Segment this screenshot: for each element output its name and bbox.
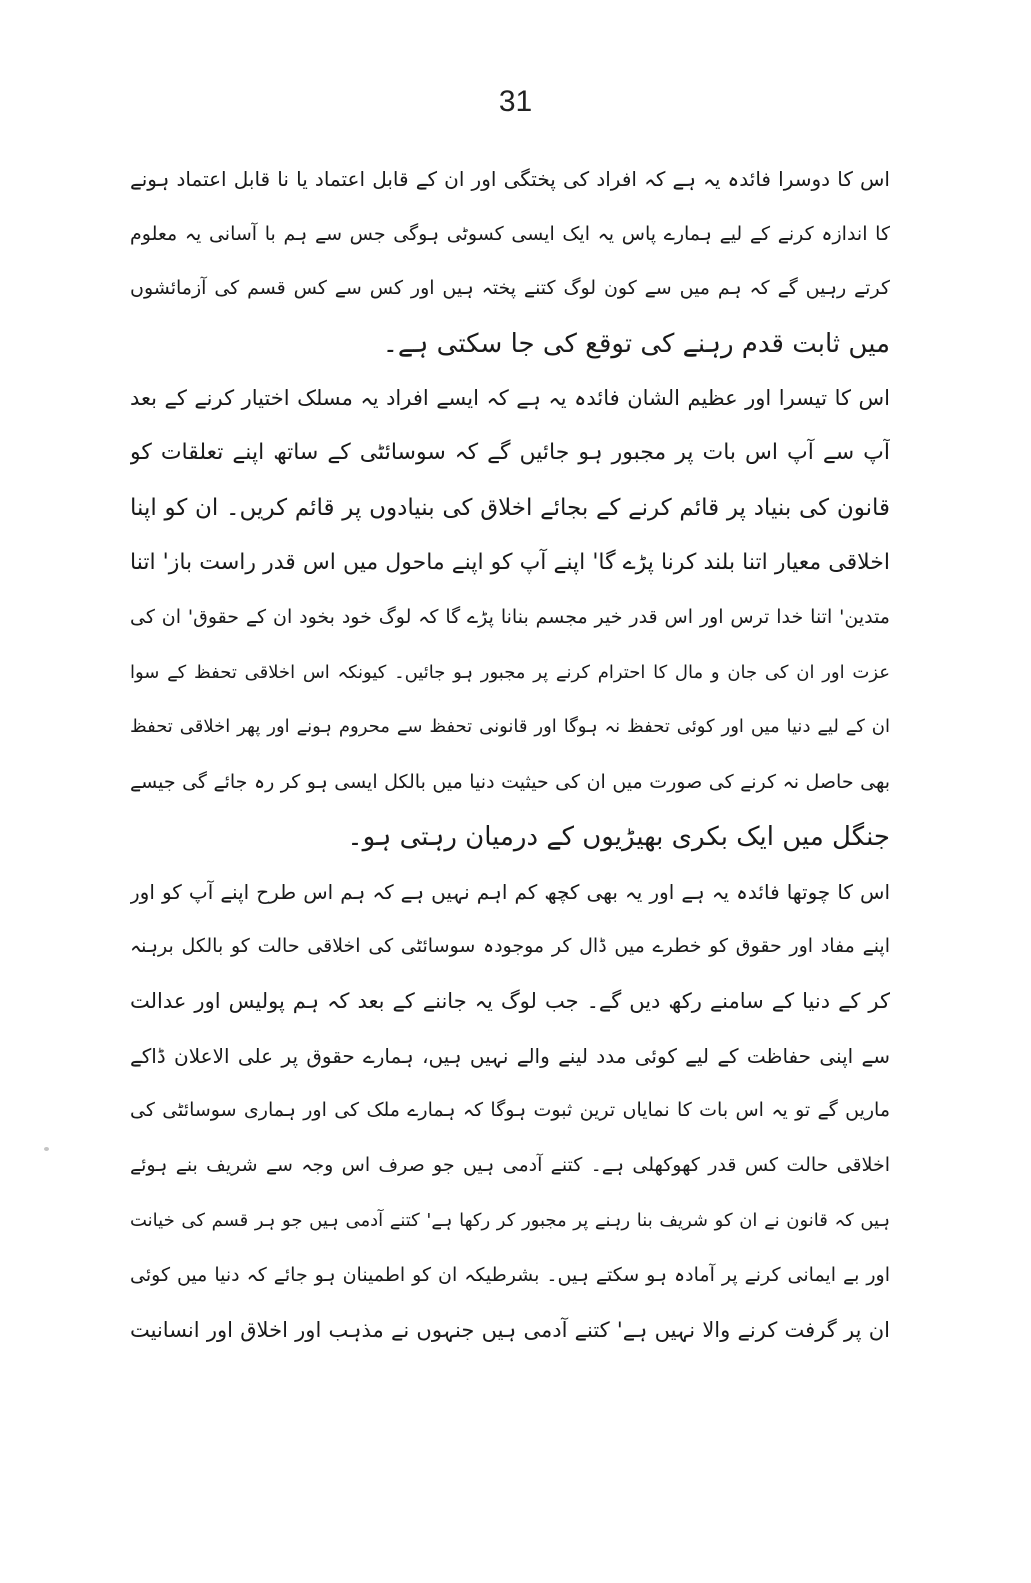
text-line-15: اپنے مفاد اور حقوق کو خطرے میں ڈال کر موجودہ سوسائٹی کی اخلاقی حالت کو بالکل برہنہ xyxy=(130,935,890,958)
text-line-9: متدین' اتنا خدا ترس اور اس قدر خیر مجسم بنانا پڑے گا کہ لوگ خود بخود ان کے حقوق' ان کی xyxy=(130,606,890,629)
scan-speck xyxy=(44,1147,49,1151)
text-line-10: عزت اور ان کی جان و مال کا احترام کرنے پر مجبور ہو جائیں۔ کیونکہ اس اخلاقی تحفظ کے سوا xyxy=(130,661,890,683)
text-line-2: کا اندازہ کرنے کے لیے ہمارے پاس یہ ایک ایسی کسوٹی ہوگی جس سے ہم با آسانی یہ معلوم xyxy=(130,222,890,245)
text-line-11: ان کے لیے دنیا میں اور کوئی تحفظ نہ ہوگا اور قانونی تحفظ سے محروم ہونے اور پھر اخلاقی تحفظ xyxy=(130,716,890,738)
text-line-16: کر کے دنیا کے سامنے رکھ دیں گے۔ جب لوگ یہ جاننے کے بعد کہ ہم پولیس اور عدالت xyxy=(130,988,890,1013)
body-text xyxy=(130,152,890,1358)
text-line-3: کرتے رہیں گے کہ ہم میں سے کون لوگ کتنے پختہ ہیں اور کس سے کس قسم کی آزمائشوں xyxy=(130,277,890,300)
text-line-8: اخلاقی معیار اتنا بلند کرنا پڑے گا' اپنے آپ کو اپنے ماحول میں اس قدر راست باز' اتنا xyxy=(130,549,890,575)
text-line-5: اس کا تیسرا اور عظیم الشان فائدہ یہ ہے کہ ایسے افراد یہ مسلک اختیار کرنے کے بعد xyxy=(130,386,890,411)
page-number: 31 xyxy=(498,85,533,118)
text-line-20: ہیں کہ قانون نے ان کو شریف بنا رہنے پر مجبور کر رکھا ہے' کتنے آدمی ہیں جو ہر قسم کی خیانت xyxy=(130,1209,890,1231)
text-line-4-paragraph-end: میں ثابت قدم رہنے کی توقع کی جا سکتی ہے۔ xyxy=(382,328,890,359)
text-line-14: اس کا چوتھا فائدہ یہ ہے اور یہ بھی کچھ کم اہم نہیں ہے کہ ہم اس طرح اپنے آپ کو اور xyxy=(130,879,890,904)
text-line-13-paragraph-end: جنگل میں ایک بکری بھیڑیوں کے درمیان رہتی ہو۔ xyxy=(347,821,890,852)
text-line-12: بھی حاصل نہ کرنے کی صورت میں ان کی حیثیت دنیا میں بالکل ایسی ہو کر رہ جائے گی جیسے xyxy=(130,770,890,793)
text-line-1: اس کا دوسرا فائدہ یہ ہے کہ افراد کی پختگی اور ان کے قابل اعتماد یا نا قابل اعتماد ہونے xyxy=(130,167,890,192)
text-line-22: ان پر گرفت کرنے والا نہیں ہے' کتنے آدمی ہیں جنہوں نے مذہب اور اخلاق اور انسانیت xyxy=(130,1317,890,1342)
text-line-17: سے اپنی حفاظت کے لیے کوئی مدد لینے والے نہیں ہیں، ہمارے حقوق پر علی الاعلان ڈاکے xyxy=(130,1044,890,1069)
text-line-6: آپ سے آپ اس بات پر مجبور ہو جائیں گے کہ سوسائٹی کے ساتھ اپنے تعلقات کو xyxy=(130,440,890,466)
text-line-18: ماریں گے تو یہ اس بات کا نمایاں ترین ثبوت ہوگا کہ ہمارے ملک کی اور ہماری سوسائٹی کی xyxy=(130,1099,890,1122)
text-line-19: اخلاقی حالت کس قدر کھوکھلی ہے۔ کتنے آدمی ہیں جو صرف اس وجہ سے شریف بنے ہوئے xyxy=(130,1154,890,1177)
text-line-21: اور بے ایمانی کرنے پر آمادہ ہو سکتے ہیں۔ بشرطیکہ ان کو اطمینان ہو جائے کہ دنیا میں کوئی xyxy=(130,1263,890,1286)
text-line-7: قانون کی بنیاد پر قائم کرنے کے بجائے اخلاق کی بنیادوں پر قائم کریں۔ ان کو اپنا xyxy=(130,494,890,521)
